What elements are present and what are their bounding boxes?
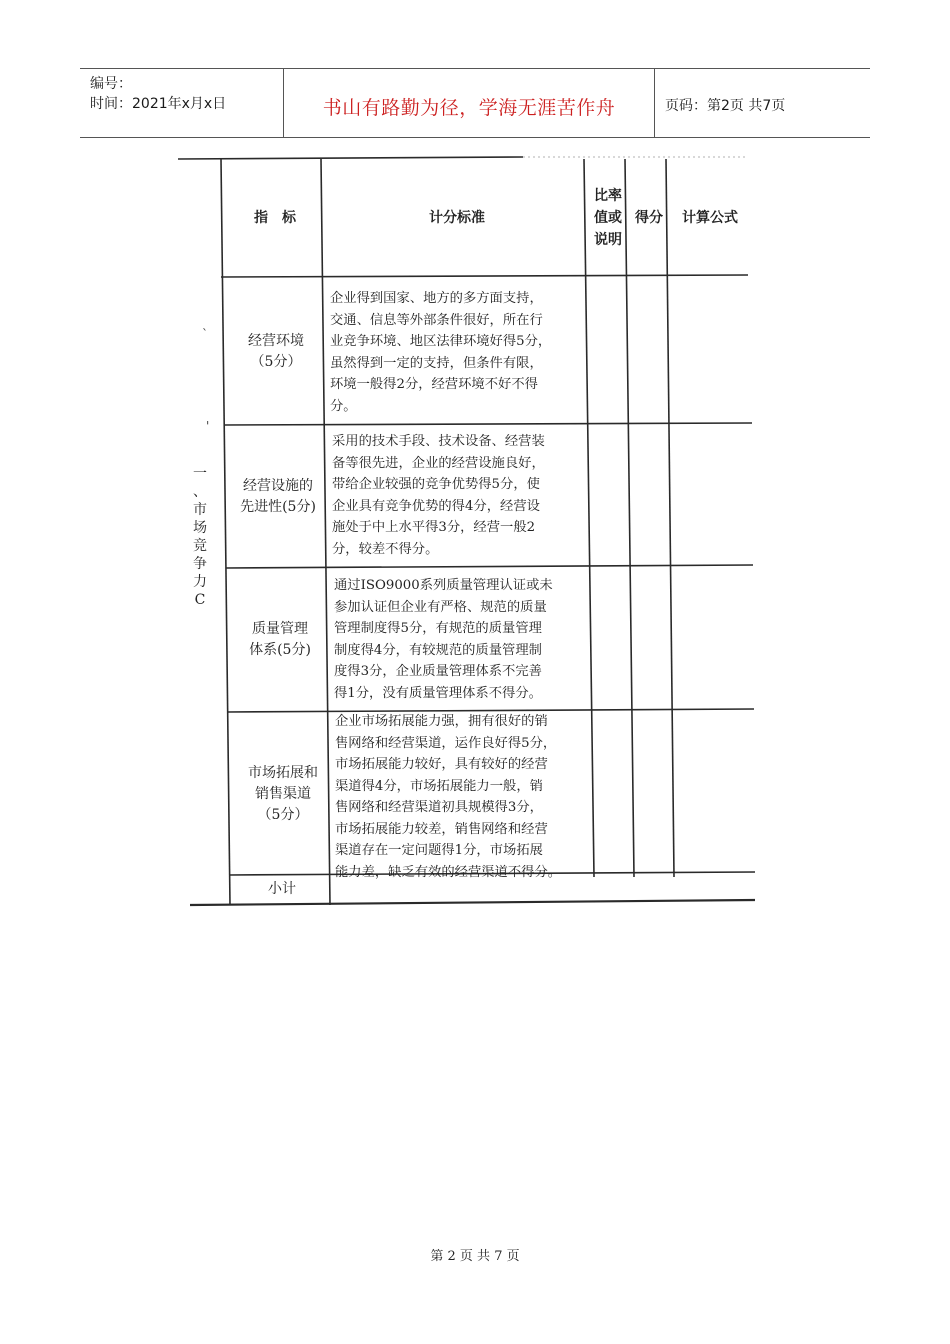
time-label: 时间：2021年x月x日 (90, 96, 227, 112)
header-page-cell (655, 69, 870, 137)
indicator-line: 市场拓展和 (248, 764, 318, 781)
criteria-line: 交通、信息等外部条件很好，所在行 (330, 312, 543, 328)
category-char: C (194, 592, 206, 608)
indicator-line: 先进性(5分) (240, 499, 316, 515)
header-ratio (586, 185, 630, 251)
criteria-line: 制度得4分，有较规范的质量管理制 (334, 642, 542, 658)
document-header (80, 68, 870, 138)
criteria-line: 企业具有竞争优势的得4分，经营设 (332, 498, 540, 514)
criteria-line: 备等很先进，企业的经营设施良好， (332, 455, 545, 471)
header-ratio-line: 比率 (594, 188, 622, 204)
criteria-business-environment (330, 288, 551, 417)
indicator-line: 销售渠道 (255, 785, 311, 802)
criteria-line: 渠道得4分，市场拓展能力一般，销 (335, 778, 543, 794)
category-char: 力 (193, 574, 207, 590)
criteria-line: 施处于中上水平得3分，经营一般2 (332, 520, 536, 535)
subtotal-label: 小计 (268, 880, 296, 897)
criteria-facility-advancement (332, 431, 545, 560)
motto-text: 书山有路勤为径，学海无涯苦作舟 (322, 97, 616, 119)
indicator-line: 经营环境 (248, 333, 304, 349)
header-info-cell (80, 69, 284, 137)
category-char: 场 (193, 520, 207, 536)
criteria-line: 虽然得到一定的支持，但条件有限， (330, 355, 543, 371)
scan-speck: ` (202, 327, 208, 341)
criteria-line: 市场拓展能力较差，销售网络和经营 (335, 821, 548, 837)
page-info: 页码：第2页 共7页 (665, 98, 786, 114)
criteria-line: 企业市场拓展能力强，拥有很好的销 (335, 714, 548, 729)
criteria-line: 带给企业较强的竞争优势得5分，使 (332, 477, 540, 492)
indicator-facility-advancement (227, 429, 329, 565)
criteria-line: 分。 (330, 398, 357, 414)
serial-number-label: 编号： (90, 76, 132, 92)
header-ratio-line: 值或 (594, 210, 622, 226)
header-motto-cell (284, 69, 655, 137)
category-char: 争 (193, 556, 207, 572)
header-indicator: 指 标 (254, 210, 296, 226)
header-criteria: 计分标准 (429, 210, 485, 226)
indicator-line: （5分） (250, 354, 302, 370)
scan-speck: ' (206, 419, 210, 433)
criteria-line: 采用的技术手段、技术设备、经营装 (332, 434, 545, 449)
criteria-line: 得1分，没有质量管理体系不得分。 (334, 685, 542, 701)
criteria-line: 环境一般得2分，经营环境不好不得 (330, 377, 538, 392)
criteria-line: 业竞争环境、地区法律环境好得5分， (330, 334, 552, 349)
page-footer: 第 2 页 共 7 页 (430, 1249, 520, 1264)
header-score: 得分 (635, 210, 663, 226)
scanned-score-table (178, 155, 758, 910)
indicator-line: （5分） (257, 806, 309, 823)
criteria-line: 度得3分，企业质量管理体系不完善 (334, 664, 542, 679)
criteria-line: 管理制度得5分，有规范的质量管理 (334, 621, 542, 636)
category-char: 、 (193, 484, 207, 500)
criteria-line: 能力差，缺乏有效的经营渠道不得分。 (335, 864, 562, 880)
criteria-line: 售网络和经营渠道，运作良好得5分， (335, 735, 557, 751)
criteria-line: 通过ISO9000系列质量管理认证或未 (334, 578, 553, 593)
indicator-line: 经营设施的 (243, 478, 313, 494)
category-char: 竞 (193, 538, 207, 554)
criteria-market-expansion (335, 711, 561, 883)
header-formula: 计算公式 (682, 210, 738, 226)
criteria-line: 企业得到国家、地方的多方面支持， (330, 291, 543, 306)
indicator-business-environment (226, 281, 326, 423)
header-ratio-line: 说明 (594, 232, 622, 248)
category-char: 市 (193, 502, 207, 518)
criteria-line: 参加认证但企业有严格、规范的质量 (334, 599, 547, 615)
indicator-market-expansion (230, 716, 336, 872)
criteria-line: 市场拓展能力较好，具有较好的经营 (335, 757, 548, 772)
indicator-line: 体系(5分) (249, 642, 311, 658)
criteria-line: 渠道存在一定问题得1分，市场拓展 (335, 843, 543, 858)
criteria-quality-management (334, 575, 553, 704)
indicator-quality-management (228, 572, 332, 708)
category-char: 一 (193, 466, 207, 482)
criteria-line: 售网络和经营渠道初具规模得3分， (335, 800, 543, 815)
category-label (190, 465, 210, 609)
indicator-line: 质量管理 (252, 621, 308, 637)
criteria-line: 分，较差不得分。 (332, 541, 439, 557)
